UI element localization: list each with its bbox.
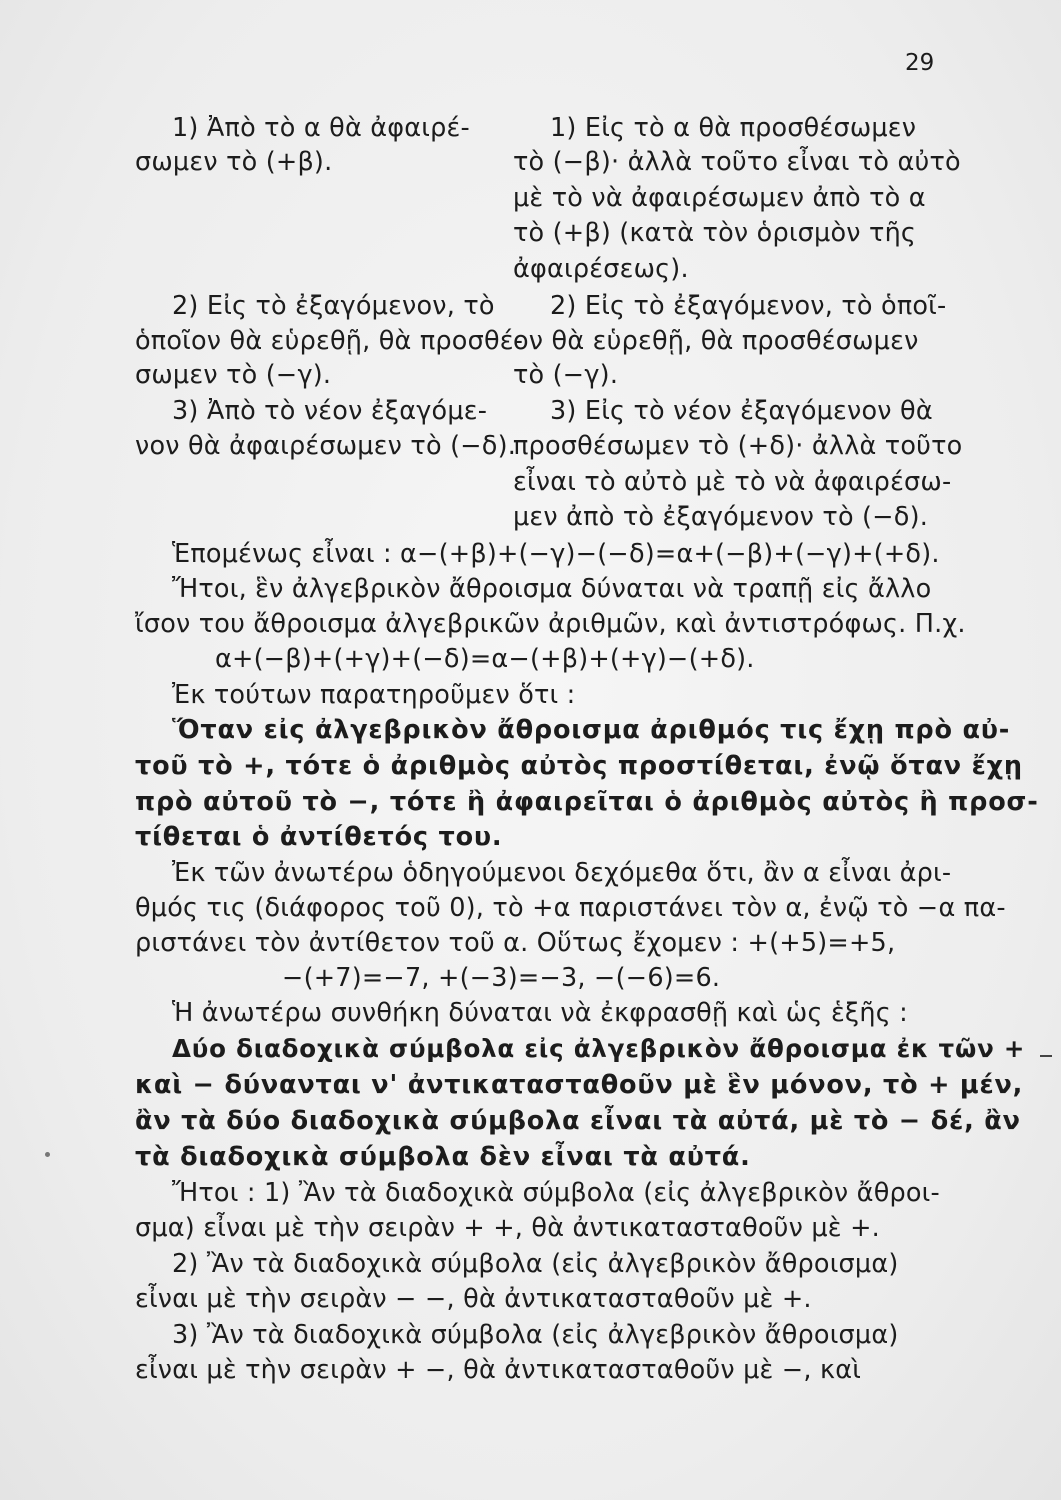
right-col-line: 3) Εἰς τὸ νέον ἐξαγόμενον θὰ — [550, 396, 933, 426]
paragraph-line: ριστάνει τὸν ἀντίθετον τοῦ α. Οὕτως ἔχομεν : +(+5)=+5, — [135, 928, 896, 958]
margin-mark — [1040, 1055, 1052, 1057]
left-col-line: 1) Ἀπὸ τὸ α θὰ ἀφαιρέ- — [172, 113, 470, 143]
paragraph-line: Ἡ ἀνωτέρω συνθήκη δύναται νὰ ἐκφρασθῇ καὶ ὡς ἑξῆς : — [172, 998, 908, 1028]
paragraph-line: 3) Ἂν τὰ διαδοχικὰ σύμβολα (εἰς ἀλγεβρικὸν ἄθροισμα) — [172, 1320, 899, 1350]
paragraph-line: Ἤτοι, ἓν ἀλγεβρικὸν ἄθροισμα δύναται νὰ τραπῇ εἰς ἄλλο — [172, 574, 932, 604]
right-col-line: τὸ (−β)· ἀλλὰ τοῦτο εἶναι τὸ αὐτὸ — [513, 147, 961, 177]
paragraph-line: 2) Ἂν τὰ διαδοχικὰ σύμβολα (εἰς ἀλγεβρικὸν ἄθροισμα) — [172, 1249, 899, 1279]
paragraph-line: θμός τις (διάφορος τοῦ 0), τὸ +α παριστάνει τὸν α, ἐνῷ τὸ −α πα- — [135, 893, 1006, 923]
rule-line: καὶ − δύνανται ν' ἀντικατασταθοῦν μὲ ἓν μόνον, τὸ + μέν, — [135, 1070, 1024, 1100]
paragraph-line: σμα) εἶναι μὲ τὴν σειρὰν + +, θὰ ἀντικατασταθοῦν μὲ +. — [135, 1213, 880, 1243]
left-col-line: σωμεν τὸ (+β). — [135, 147, 333, 177]
rule-line: Δύο διαδοχικὰ σύμβολα εἰς ἀλγεβρικὸν ἄθροισμα ἐκ τῶν + — [172, 1034, 1026, 1063]
scan-speck — [45, 1152, 50, 1157]
rule-line: ἂν τὰ δύο διαδοχικὰ σύμβολα εἶναι τὰ αὐτά, μὲ τὸ − δέ, ἂν — [135, 1106, 1021, 1136]
paragraph-line: Ἤτοι : 1) Ἂν τὰ διαδοχικὰ σύμβολα (εἰς ἀλγεβρικὸν ἄθροι- — [172, 1178, 940, 1208]
left-col-line: σωμεν τὸ (−γ). — [135, 360, 332, 390]
rule-line: τὰ διαδοχικὰ σύμβολα δὲν εἶναι τὰ αὐτά. — [135, 1142, 751, 1172]
paragraph-line: ἴσον του ἄθροισμα ἀλγεβρικῶν ἀριθμῶν, καὶ ἀντιστρόφως. Π.χ. — [135, 609, 966, 639]
rule-line: τοῦ τὸ +, τότε ὁ ἀριθμὸς αὐτὸς προστίθεται, ἐνῷ ὅταν ἔχῃ — [135, 751, 1023, 781]
right-col-line: 2) Εἰς τὸ ἐξαγόμενον, τὸ ὁποῖ- — [550, 291, 947, 321]
right-col-line: 1) Εἰς τὸ α θὰ προσθέσωμεν — [550, 113, 917, 143]
right-col-line: ἀφαιρέσεως). — [513, 254, 689, 284]
left-col-line: νον θὰ ἀφαιρέσωμεν τὸ (−δ). — [135, 431, 517, 461]
equation-line: α+(−β)+(+γ)+(−δ)=α−(+β)+(+γ)−(+δ). — [215, 644, 755, 674]
left-col-line: ὁποῖον θὰ εὑρεθῇ, θὰ προσθέ- — [135, 326, 524, 356]
right-col-line: ον θὰ εὑρεθῇ, θὰ προσθέσωμεν — [513, 326, 919, 356]
right-col-line: τὸ (+β) (κατὰ τὸν ὁρισμὸν τῆς — [513, 218, 917, 248]
right-col-line: μεν ἀπὸ τὸ ἐξαγόμενον τὸ (−δ). — [513, 502, 929, 532]
page-number: 29 — [905, 50, 935, 76]
right-col-line: τὸ (−γ). — [513, 360, 619, 390]
right-col-line: προσθέσωμεν τὸ (+δ)· ἀλλὰ τοῦτο — [513, 431, 963, 461]
right-col-line: εἶναι τὸ αὐτὸ μὲ τὸ νὰ ἀφαιρέσω- — [513, 467, 952, 497]
paragraph-line: Ἐκ τῶν ἀνωτέρω ὁδηγούμενοι δεχόμεθα ὅτι, ἂν α εἶναι ἀρι- — [172, 858, 952, 888]
equation-line: Ἑπομένως εἶναι : α−(+β)+(−γ)−(−δ)=α+(−β)+(−γ)+(+δ). — [172, 539, 940, 569]
rule-line: Ὅταν εἰς ἀλγεβρικὸν ἄθροισμα ἀριθμός τις ἔχῃ πρὸ αὐ- — [172, 715, 1011, 745]
paragraph-line: εἶναι μὲ τὴν σειρὰν − −, θὰ ἀντικατασταθοῦν μὲ +. — [135, 1284, 812, 1314]
left-col-line: 3) Ἀπὸ τὸ νέον ἐξαγόμε- — [172, 396, 488, 426]
paragraph-line: εἶναι μὲ τὴν σειρὰν + −, θὰ ἀντικατασταθοῦν μὲ −, καὶ — [135, 1355, 862, 1385]
left-col-line: 2) Εἰς τὸ ἐξαγόμενον, τὸ — [172, 291, 495, 321]
right-col-line: μὲ τὸ νὰ ἀφαιρέσωμεν ἀπὸ τὸ α — [513, 183, 926, 213]
rule-line: πρὸ αὐτοῦ τὸ −, τότε ἢ ἀφαιρεῖται ὁ ἀριθμὸς αὐτὸς ἢ προσ- — [135, 787, 1039, 817]
paragraph-line: Ἐκ τούτων παρατηροῦμεν ὅτι : — [172, 680, 576, 710]
equation-line: −(+7)=−7, +(−3)=−3, −(−6)=6. — [282, 963, 721, 993]
rule-line: τίθεται ὁ ἀντίθετός του. — [135, 822, 503, 852]
